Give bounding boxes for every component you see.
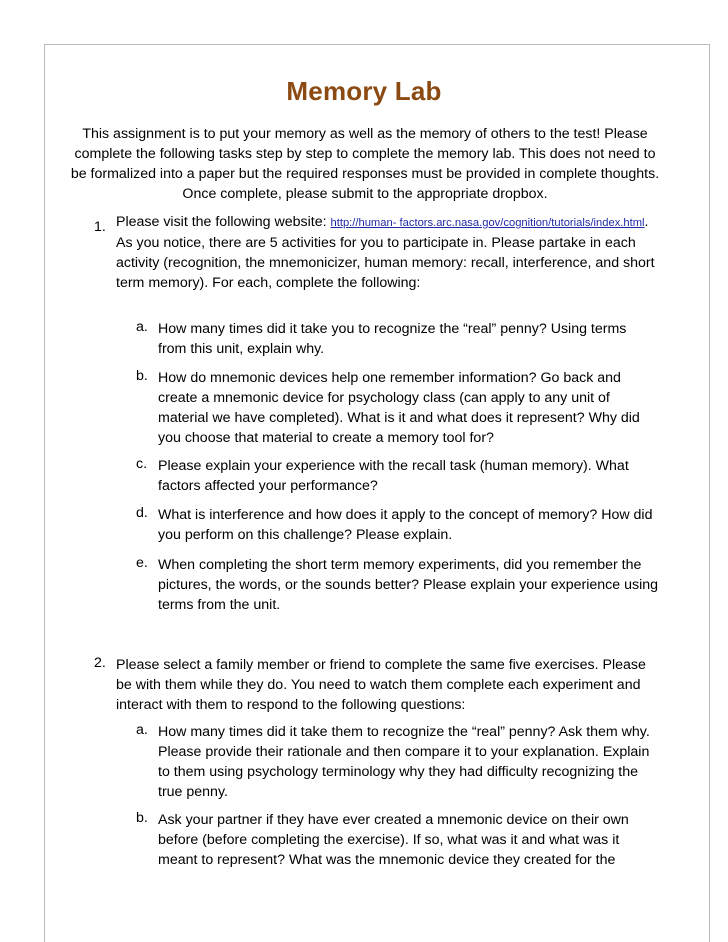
item-1-number: 1. (94, 219, 106, 235)
item-1b-letter: b. (136, 368, 148, 384)
item-1e-letter: e. (136, 555, 148, 571)
item-2-number: 2. (94, 655, 106, 671)
nasa-tutorial-link[interactable] (331, 217, 645, 229)
item-1-text (116, 212, 668, 293)
item-1a-text: How many times did it take you to recognize the “real” penny? Using terms from this unit, explain why. (158, 321, 627, 357)
item-1d-text: What is interference and how does it apply to the concept of memory? How did you perform on this challenge? Please explain. (158, 507, 653, 543)
link-part-1: http://human- (330, 217, 397, 229)
item-2b-letter: b. (136, 810, 148, 826)
item-1d-letter: d. (136, 505, 148, 521)
item-2b-text: Ask your partner if they have ever created a mnemonic device on their own before (before completing the exercise). If so, what was it and what was it meant to represent? What was the mnemonic device they created for the (158, 812, 629, 868)
link-part-2: factors.arc.nasa.gov/cognition/tutorials/index.html (399, 217, 645, 229)
item-1e-text: When completing the short term memory experiments, did you remember the pictures, the words, or the sounds better? Please explain your experience using terms from the unit. (158, 557, 659, 613)
item-2a-text: How many times did it take them to recognize the “real” penny? Ask them why. Please provide their rationale and then compare it to your explanation. Explain to them using psychology terminology why they had difficulty recognizing the true penny. (158, 724, 650, 800)
item-1-intro: Please visit the following website: (116, 214, 331, 230)
item-1-rest: . As you notice, there are 5 activities for you to participate in. Please partake in each activity (recognition, the mnemonicizer, human memory: recall, interference, and short term memory). For each, complete the following: (116, 214, 655, 291)
item-1c-text: Please explain your experience with the recall task (human memory). What factors affected your performance? (158, 458, 629, 494)
item-1b-text: How do mnemonic devices help one remember information? Go back and create a mnemonic device for psychology class (can apply to any unit of material we have completed). What is it and what does it represent? Why did you choose that material to create a memory tool for? (158, 370, 640, 446)
page-title: Memory Lab (286, 76, 442, 106)
item-2a-letter: a. (136, 722, 148, 738)
item-2-text: Please select a family member or friend to complete the same five exercises. Please be with them while they do. You need to watch them complete each experiment and interact with them to respond to the following questions: (116, 657, 646, 713)
item-1c-letter: c. (136, 456, 148, 472)
item-1a-letter: a. (136, 319, 148, 335)
intro-paragraph: This assignment is to put your memory as well as the memory of others to the test! Please complete the following tasks step by step to complete the memory lab. This does not need to be formalized into a paper but the required responses must be provided in complete thoughts. Once complete, please submit to the appropriate dropbox. (70, 126, 660, 202)
